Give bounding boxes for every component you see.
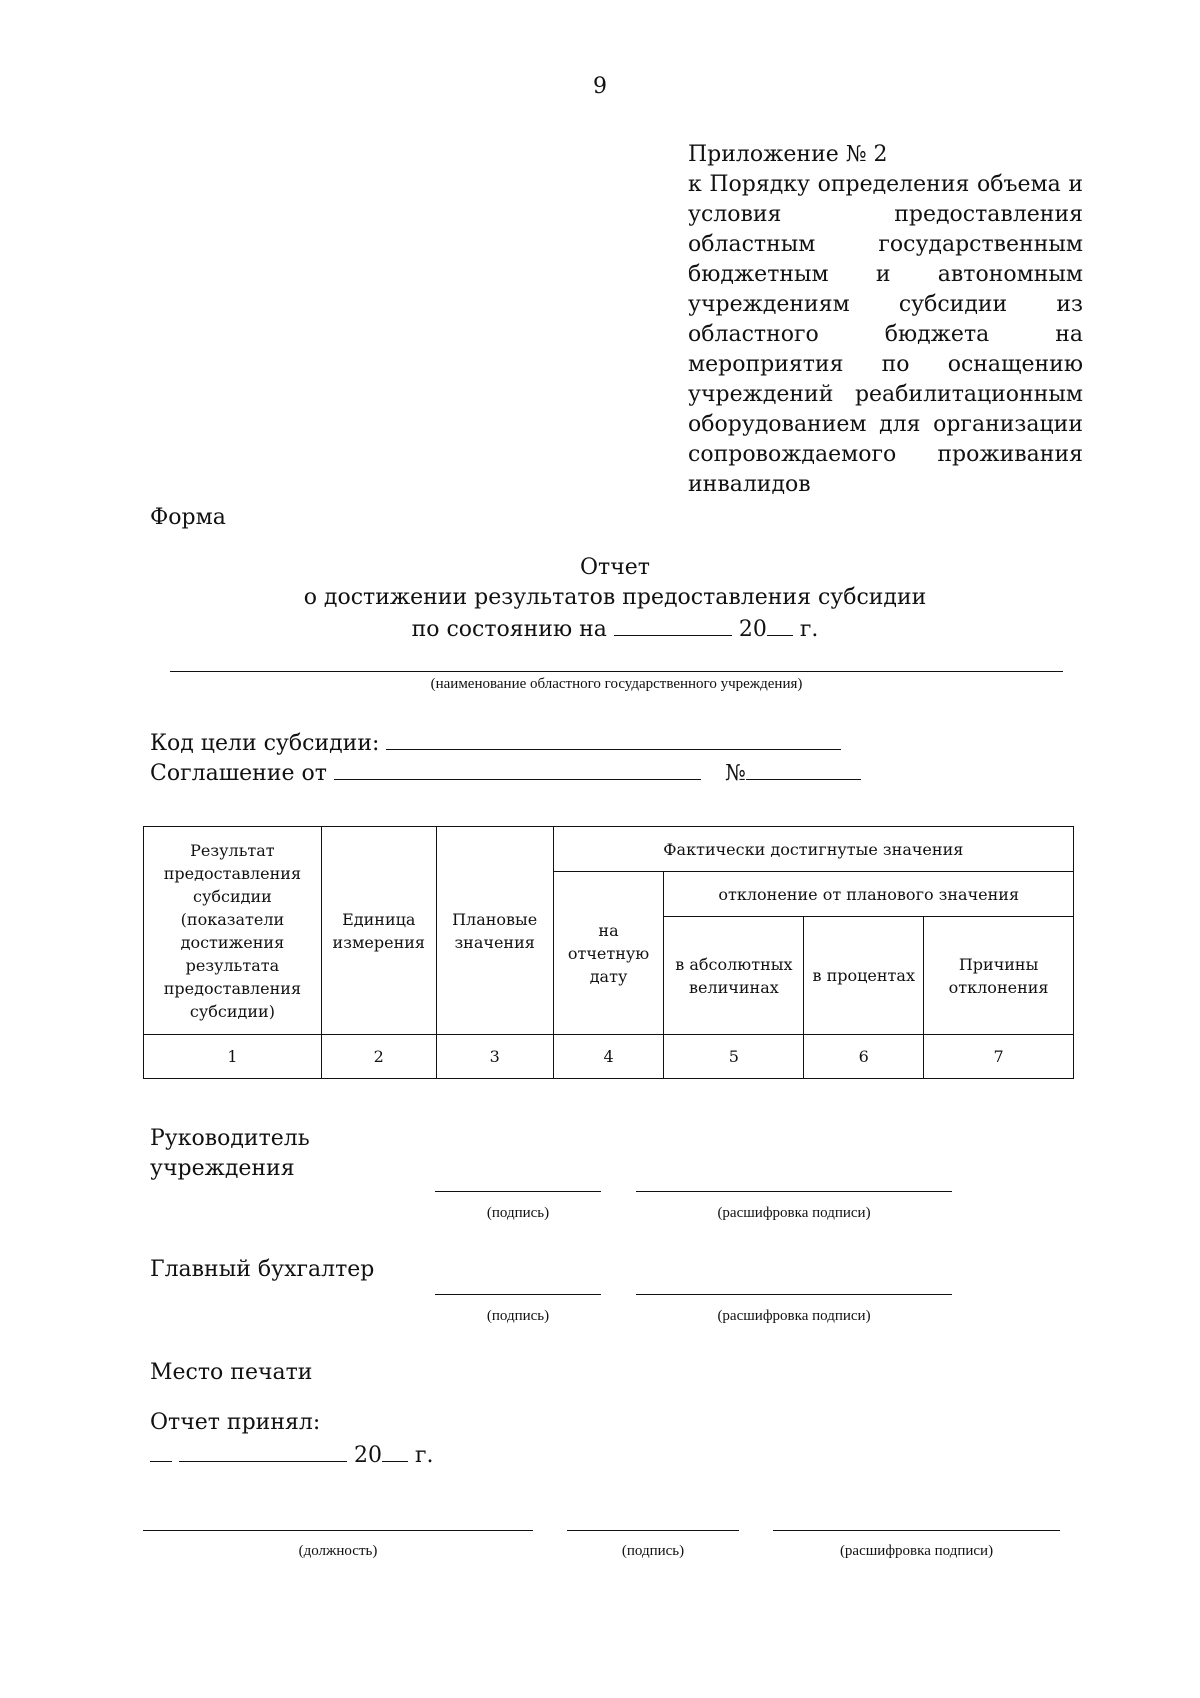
header-deviation-group: отклонение от планового значения (664, 872, 1074, 917)
accountant-signature-caption: (подпись) (486, 1308, 550, 1324)
header-absolute: в абсолютных величинах (664, 917, 804, 1035)
institution-caption: (наименование областного государственного учреждения) (430, 676, 803, 692)
stamp-label: Место печати (150, 1360, 313, 1385)
year-prefix: 20 (738, 617, 767, 642)
head-label-line1: Руководитель (150, 1126, 310, 1151)
header-reporting-date: на отчетную дату (553, 872, 664, 1035)
accepted-decode-caption: (расшифровка подписи) (839, 1543, 994, 1559)
header-percent: в процентах (804, 917, 924, 1035)
appendix-line: бюджетным и автономным (688, 262, 1083, 287)
appendix-line: условия предоставления (688, 202, 1083, 227)
results-table (143, 826, 1074, 1079)
accepted-year-blank[interactable] (382, 1439, 408, 1462)
head-signature-line[interactable] (435, 1191, 601, 1192)
agreement-label: Соглашение от (150, 761, 327, 786)
head-decode-line[interactable] (636, 1191, 952, 1192)
accountant-decode-caption: (расшифровка подписи) (717, 1308, 871, 1324)
position-caption: (должность) (298, 1543, 378, 1559)
accountant-signature-line[interactable] (435, 1294, 601, 1295)
appendix-line: инвалидов (688, 472, 811, 497)
appendix-line: к Порядку определения объема и (688, 172, 1083, 197)
accepted-month-blank[interactable] (179, 1439, 347, 1462)
accepted-decode-line[interactable] (773, 1530, 1060, 1531)
goal-code-field[interactable] (386, 727, 841, 750)
head-label (150, 1124, 310, 1184)
column-number: 6 (804, 1035, 924, 1079)
header-result: Результат предоставления субсидии (показатели достижения результата предоставления субсидии) (144, 827, 322, 1035)
agreement-date-field[interactable] (334, 757, 701, 780)
appendix-line: областного бюджета на (688, 322, 1083, 347)
header-planned: Плановые значения (436, 827, 553, 1035)
accepted-day-blank[interactable] (150, 1439, 172, 1462)
appendix-line: областным государственным (688, 232, 1083, 257)
appendix-line: мероприятия по оснащению (688, 352, 1083, 377)
form-label: Форма (150, 505, 226, 530)
report-year-blank[interactable] (767, 613, 793, 636)
report-subtitle: о достижении результатов предоставления субсидии (303, 585, 927, 610)
column-number: 4 (553, 1035, 664, 1079)
appendix-line: сопровождаемого проживания (688, 442, 1083, 467)
column-number: 1 (144, 1035, 322, 1079)
position-line[interactable] (143, 1530, 533, 1531)
accepted-signature-caption: (подпись) (621, 1543, 685, 1559)
appendix-block (688, 140, 1083, 500)
accountant-decode-line[interactable] (636, 1294, 952, 1295)
appendix-title: Приложение № 2 (688, 142, 888, 167)
number-sign: № (724, 761, 746, 786)
accepted-label: Отчет принял: (150, 1410, 321, 1435)
header-unit: Единица измерения (321, 827, 436, 1035)
accountant-label: Главный бухгалтер (150, 1257, 375, 1282)
column-number: 2 (321, 1035, 436, 1079)
accepted-year-prefix: 20 (354, 1443, 382, 1468)
table-row (144, 1035, 1074, 1079)
state-prefix: по состоянию на (411, 617, 607, 642)
report-state-line (0, 613, 1200, 645)
head-label-line2: учреждения (150, 1156, 295, 1181)
report-title-block (0, 553, 1200, 645)
accepted-date-row (150, 1439, 434, 1471)
header-reasons: Причины отклонения (924, 917, 1074, 1035)
year-suffix: г. (792, 617, 819, 642)
accepted-year-suffix: г. (408, 1443, 434, 1468)
goal-code-label: Код цели субсидии: (150, 731, 380, 756)
page-number: 9 (593, 74, 607, 99)
column-number: 3 (436, 1035, 553, 1079)
report-date-blank[interactable] (614, 613, 732, 636)
head-signature-caption: (подпись) (486, 1205, 550, 1221)
report-title: Отчет (580, 555, 650, 580)
accepted-signature-line[interactable] (567, 1530, 739, 1531)
agreement-number-field[interactable] (746, 757, 861, 780)
goal-code-row (150, 727, 841, 759)
appendix-line: учреждениям субсидии из (688, 292, 1083, 317)
appendix-line: учреждений реабилитационным (688, 382, 1083, 407)
header-actual-group: Фактически достигнутые значения (553, 827, 1073, 872)
column-number: 5 (664, 1035, 804, 1079)
appendix-line: оборудованием для организации (688, 412, 1083, 437)
agreement-row (150, 757, 861, 789)
head-decode-caption: (расшифровка подписи) (717, 1205, 871, 1221)
column-number: 7 (924, 1035, 1074, 1079)
institution-name-line[interactable] (170, 671, 1063, 672)
